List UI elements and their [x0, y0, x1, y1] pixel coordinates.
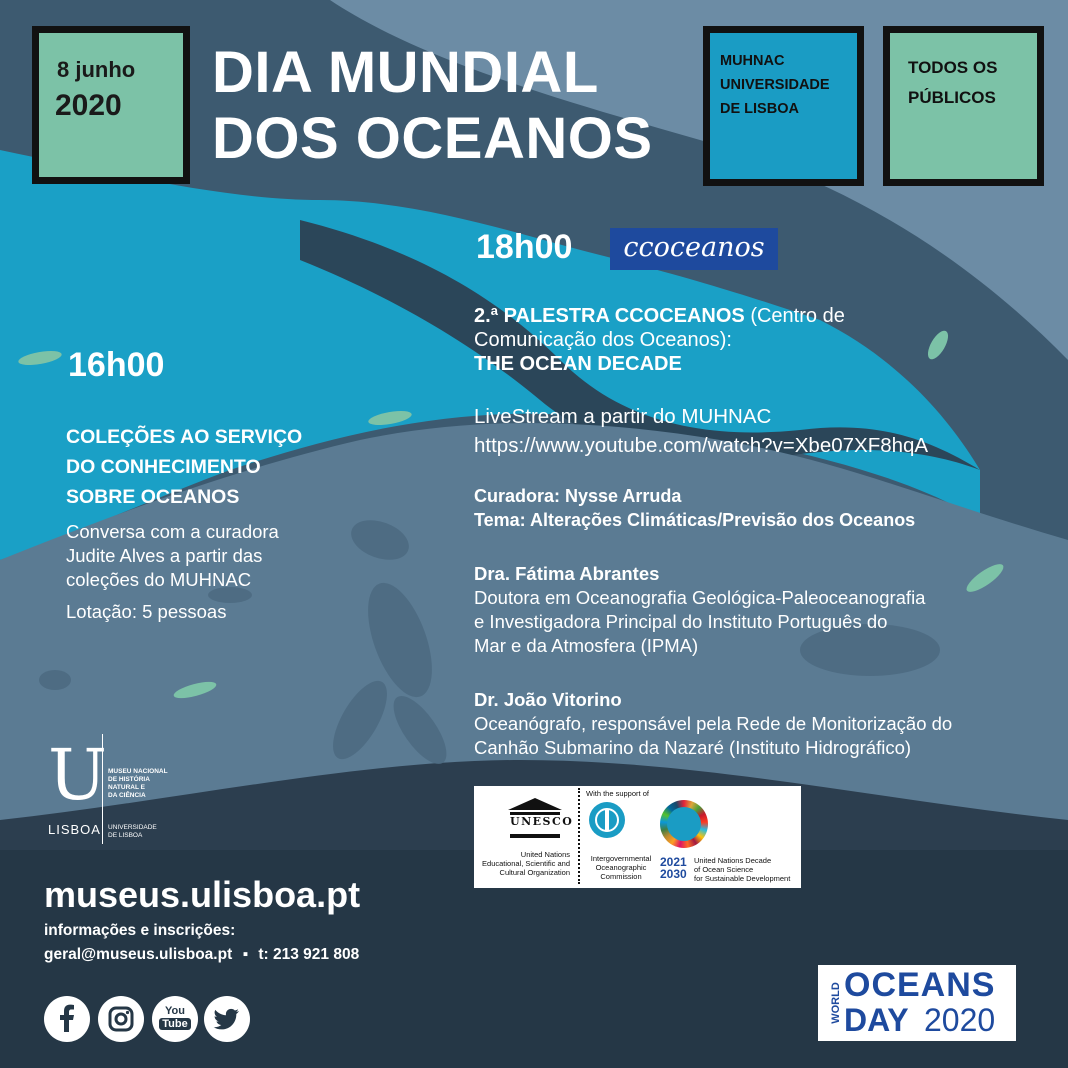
unesco-caption	[478, 850, 570, 877]
university-name	[108, 824, 157, 840]
talk-title-rest: (Centro de	[744, 305, 845, 327]
museum-line-4: DA CIÊNCIA	[108, 792, 146, 799]
talk-subtitle: THE OCEAN DECADE	[474, 353, 682, 375]
contact-phone[interactable]: t: 213 921 808	[258, 946, 360, 963]
info-label: informações e inscrições:	[44, 922, 236, 939]
world-oceans-day-badge	[818, 965, 1016, 1041]
decade-year-start: 2021	[660, 855, 687, 869]
youtube-icon[interactable]	[152, 996, 198, 1042]
organizer-line-1: MUHNAC	[720, 53, 785, 69]
evening-time: 18h00	[476, 228, 573, 266]
instagram-icon[interactable]	[98, 996, 144, 1042]
ulisboa-word: LISBOA	[48, 822, 101, 837]
youtube-you: You	[165, 1005, 185, 1017]
title-line-1: DIA MUNDIAL	[212, 40, 599, 105]
twitter-icon[interactable]	[204, 996, 250, 1042]
wod-world: WORLD	[830, 982, 842, 1024]
collections-desc-line-2: Judite Alves a partir das	[66, 545, 263, 566]
website-link[interactable]: museus.ulisboa.pt	[44, 874, 361, 915]
unesco-temple-icon	[504, 796, 574, 840]
decade-line-3: for Sustainable Development	[694, 874, 791, 883]
ulisboa-letter: U	[48, 734, 107, 816]
speaker-2-line-1: Oceanógrafo, responsável pela Rede de Monitorização do	[474, 713, 953, 734]
museum-line-1: MUSEU NACIONAL	[108, 768, 168, 775]
collections-desc-line-1: Conversa com a curadora	[66, 521, 279, 542]
collections-title-line-3: SOBRE OCEANOS	[66, 486, 240, 508]
speaker-2	[474, 688, 952, 760]
speaker-1-line-3: Mar e da Atmosfera (IPMA)	[474, 635, 699, 656]
support-label: With the support of	[586, 789, 649, 798]
curator-name: Curadora: Nysse Arruda	[474, 486, 682, 506]
contact-separator: ▪	[242, 946, 249, 963]
unesco-line-1: United Nations	[520, 850, 570, 859]
wod-year: 2020	[924, 1002, 996, 1038]
collections-desc-line-3: coleções do MUHNAC	[66, 569, 252, 590]
audience-line-2: PÚBLICOS	[908, 88, 996, 107]
page-title	[212, 40, 653, 172]
talk-theme: Tema: Alterações Climáticas/Previsão dos Oceanos	[474, 510, 916, 530]
wod-oceans: OCEANS	[844, 966, 996, 1004]
date-day: 8 junho	[57, 57, 136, 82]
unesco-line-3: Cultural Organization	[499, 868, 570, 877]
museum-line-2: DE HISTÓRIA	[108, 776, 150, 783]
organizer-line-3: DE LISBOA	[720, 101, 799, 117]
ocean-decade-wave-icon	[660, 800, 708, 848]
collections-title	[66, 422, 302, 512]
ulisboa-logo	[44, 734, 194, 850]
wod-day: DAY	[844, 1002, 909, 1038]
livestream-block	[474, 402, 928, 460]
decade-caption	[694, 856, 790, 883]
ioc-line-3: Commission	[600, 872, 642, 881]
museum-name	[108, 768, 168, 800]
title-line-2: DOS OCEANOS	[212, 106, 653, 171]
speaker-2-line-2: Canhão Submarino da Nazaré (Instituto Hidrográfico)	[474, 737, 912, 758]
talk-title-bold: 2.ª PALESTRA CCOCEANOS	[474, 305, 745, 327]
museum-line-3: NATURAL E	[108, 784, 145, 791]
unesco-line-2: Educational, Scientific and	[482, 859, 570, 868]
speaker-1-name: Dra. Fátima Abrantes	[474, 563, 660, 584]
talk-title	[474, 304, 845, 376]
ulisboa-divider	[102, 734, 103, 844]
collections-capacity: Lotação: 5 pessoas	[66, 601, 227, 622]
ioc-line-1: Intergovernmental	[590, 854, 652, 863]
speaker-2-name: Dr. João Vitorino	[474, 689, 622, 710]
youtube-tube: Tube	[159, 1018, 191, 1030]
ioc-line-2: Oceanographic	[595, 863, 647, 872]
ccoceanos-logo: ccoceanos	[610, 228, 778, 270]
audience-box	[883, 26, 1044, 186]
unesco-word: UNESCO	[510, 815, 574, 828]
curator-block	[474, 484, 915, 532]
date-box	[32, 26, 190, 184]
logo-divider	[578, 788, 580, 884]
ioc-caption	[586, 854, 656, 881]
organizer-box	[703, 26, 864, 186]
university-line-1: UNIVERSIDADE	[108, 824, 157, 831]
contact-email[interactable]: geral@museus.ulisboa.pt	[44, 946, 233, 963]
collections-title-line-1: COLEÇÕES AO SERVIÇO	[66, 426, 303, 448]
decade-line-1: United Nations Decade	[694, 856, 772, 865]
decade-year-end: 2030	[660, 867, 687, 881]
livestream-text: LiveStream a partir do MUHNAC	[474, 405, 772, 428]
livestream-url[interactable]: https://www.youtube.com/watch?v=Xbe07XF8hqA	[474, 434, 929, 457]
contact-line	[44, 946, 359, 964]
collections-description	[66, 520, 279, 624]
speaker-1-line-1: Doutora em Oceanografia Geológica-Paleoceanografia	[474, 587, 926, 608]
facebook-icon[interactable]	[44, 996, 90, 1042]
organizer-line-2: UNIVERSIDADE	[720, 77, 830, 93]
date-year: 2020	[55, 89, 122, 122]
talk-title-line-2: Comunicação dos Oceanos):	[474, 329, 732, 351]
ioc-globe-icon	[589, 802, 625, 838]
speaker-1	[474, 562, 925, 658]
collections-title-line-2: DO CONHECIMENTO	[66, 456, 261, 478]
decade-years	[660, 856, 687, 880]
decade-line-2: of Ocean Science	[694, 865, 754, 874]
audience-line-1: TODOS OS	[908, 58, 998, 77]
speaker-1-line-2: e Investigadora Principal do Instituto Português do	[474, 611, 888, 632]
university-line-2: DE LISBOA	[108, 832, 143, 839]
partner-logos	[474, 786, 801, 888]
afternoon-time: 16h00	[68, 346, 165, 384]
